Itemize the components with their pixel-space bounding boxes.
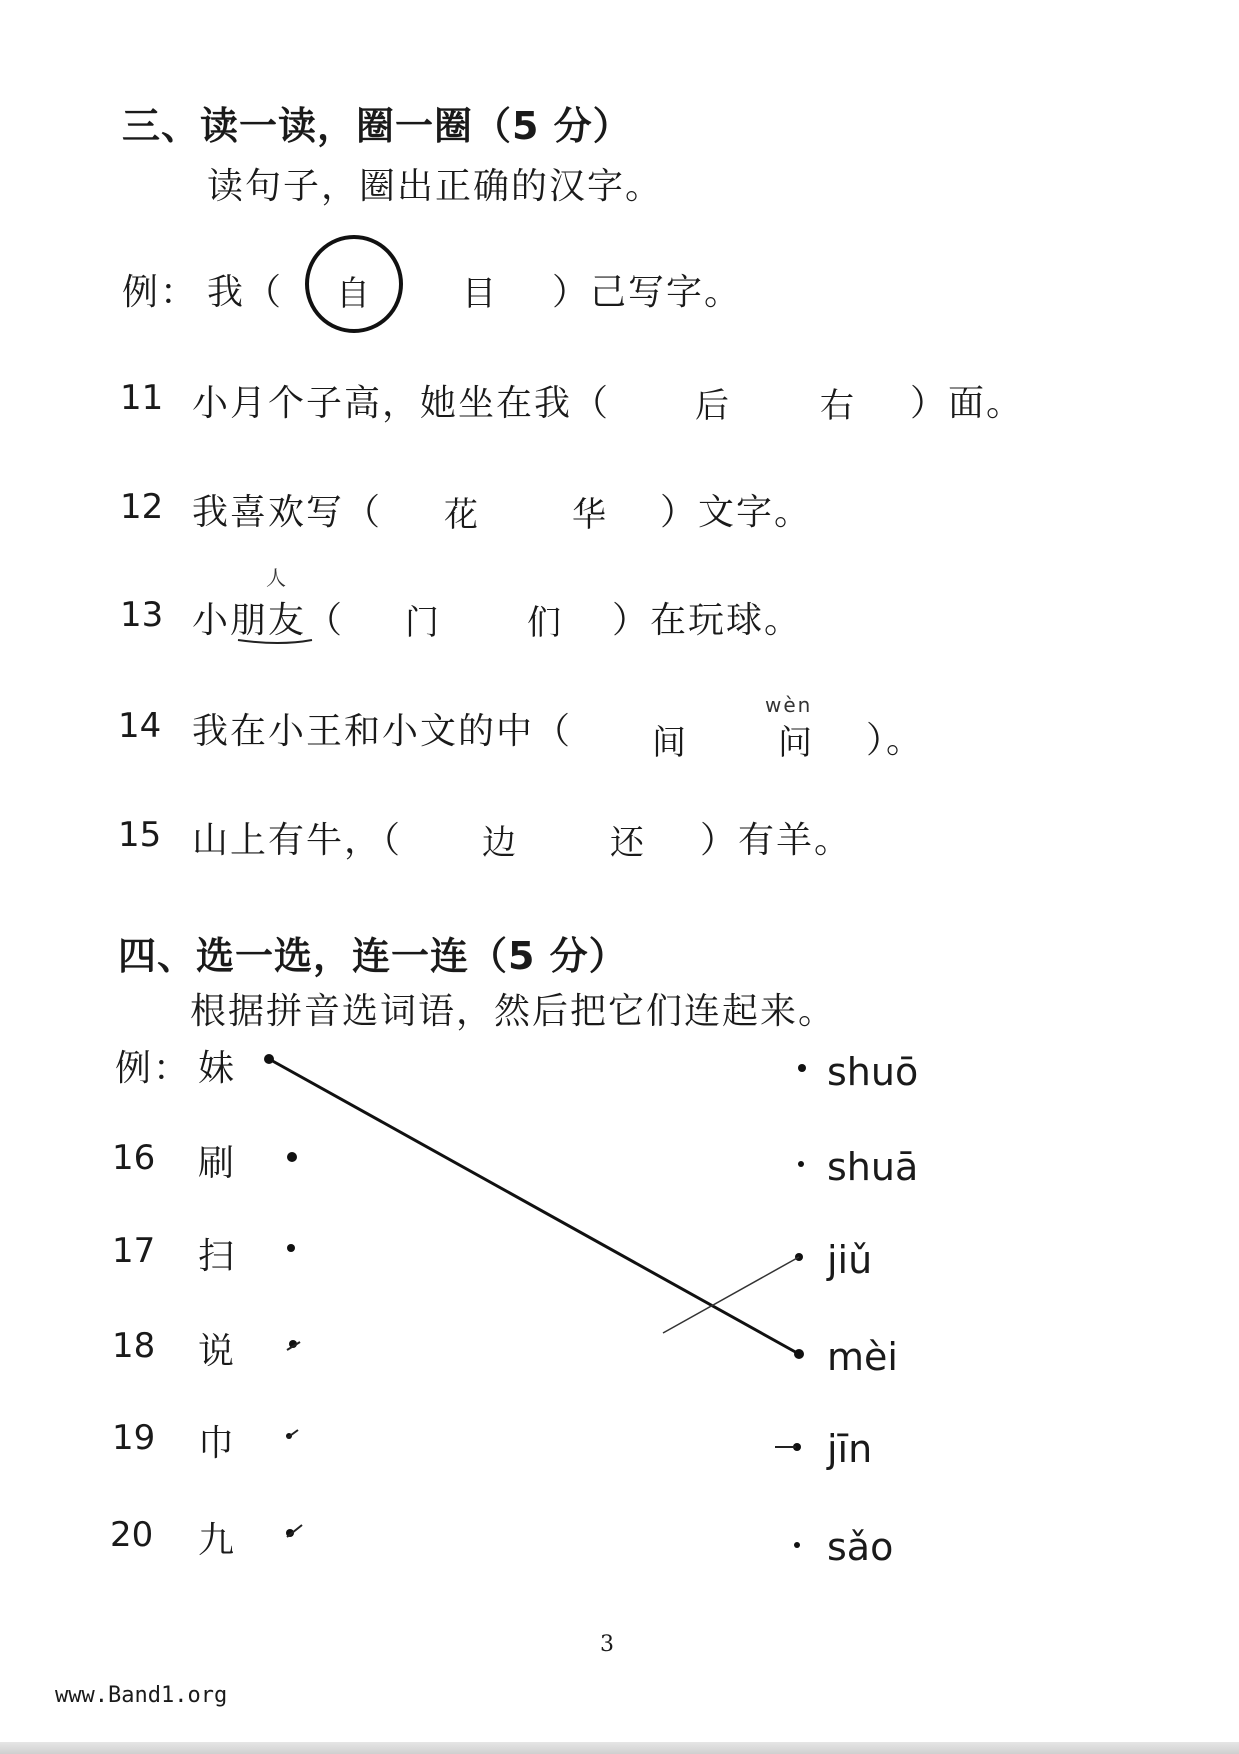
- question-number: 13: [120, 595, 164, 635]
- section3-instruction: 读句子，圈出正确的汉字。: [207, 166, 664, 207]
- option-a[interactable]: 间: [652, 723, 686, 763]
- handwritten-note: 人: [266, 566, 288, 590]
- question-text: 山上有牛，（: [192, 820, 403, 861]
- example-label: 例：: [115, 1048, 192, 1089]
- match-number: 17: [112, 1231, 156, 1271]
- pen-mark-line: [663, 1257, 799, 1333]
- question-text-end: ）文字。: [660, 492, 813, 533]
- question-text: 小月个子高，她坐在我（: [192, 383, 611, 424]
- match-pinyin: shuō: [827, 1050, 919, 1094]
- match-number: 20: [110, 1515, 154, 1555]
- option-a[interactable]: 后: [695, 386, 729, 426]
- section4-instruction: 根据拼音选词语，然后把它们连起来。: [190, 991, 837, 1032]
- right-dot: [798, 1161, 804, 1167]
- match-pinyin: jīn: [827, 1427, 873, 1471]
- match-char: 巾: [198, 1423, 235, 1464]
- left-dot: [287, 1152, 297, 1162]
- footer-url[interactable]: www.Band1.org: [55, 1683, 228, 1708]
- example-option-1: 自: [336, 274, 370, 314]
- match-char: 扫: [198, 1236, 235, 1277]
- left-dot: [287, 1244, 295, 1252]
- scan-edge: [0, 1742, 1239, 1754]
- option-b[interactable]: 们: [527, 603, 561, 643]
- example-before: 我（: [207, 272, 284, 313]
- match-number: 19: [112, 1418, 156, 1458]
- option-a[interactable]: 边: [482, 823, 516, 863]
- underline-mark: [238, 640, 312, 643]
- question-number: 14: [118, 706, 162, 746]
- match-number: 16: [112, 1138, 156, 1178]
- option-b[interactable]: 右: [820, 386, 854, 426]
- match-number: 18: [112, 1326, 156, 1366]
- question-number: 12: [120, 487, 164, 527]
- right-dot: [798, 1064, 806, 1072]
- question-number: 11: [120, 378, 164, 418]
- match-pinyin: shuā: [827, 1145, 919, 1189]
- example-after: ）己写字。: [552, 272, 743, 313]
- example-label: 例：: [122, 272, 199, 313]
- question-text: 我喜欢写（: [192, 492, 383, 533]
- question-text: 小朋友（: [192, 600, 345, 641]
- pinyin-note: wèn: [765, 693, 813, 717]
- match-char: 九: [198, 1520, 235, 1561]
- match-char: 刷: [198, 1143, 235, 1184]
- example-char: 妹: [198, 1048, 235, 1089]
- match-pinyin: jiǔ: [827, 1238, 873, 1282]
- right-dot: [794, 1542, 800, 1548]
- match-pinyin: mèi: [827, 1335, 898, 1379]
- section4-heading: 四、选一选，连一连（5 分）: [118, 934, 628, 978]
- question-text-end: ）。: [866, 720, 925, 761]
- example-option-2: 目: [462, 274, 496, 314]
- question-text-end: ）有羊。: [700, 820, 853, 861]
- option-b[interactable]: 华: [572, 495, 606, 535]
- option-a[interactable]: 门: [405, 603, 439, 643]
- option-b[interactable]: 问: [778, 723, 812, 763]
- option-a[interactable]: 花: [444, 495, 478, 535]
- page-number: 3: [600, 1632, 614, 1657]
- question-text-end: ）在玩球。: [612, 600, 803, 641]
- question-text: 我在小王和小文的中（: [192, 711, 573, 752]
- example-match-line: [269, 1059, 799, 1354]
- match-char: 说: [198, 1331, 235, 1372]
- question-text-end: ）面。: [910, 383, 1025, 424]
- question-number: 15: [118, 815, 162, 855]
- section3-heading: 三、读一读，圈一圈（5 分）: [122, 104, 632, 148]
- match-pinyin: sǎo: [827, 1525, 894, 1569]
- option-b[interactable]: 还: [610, 823, 644, 863]
